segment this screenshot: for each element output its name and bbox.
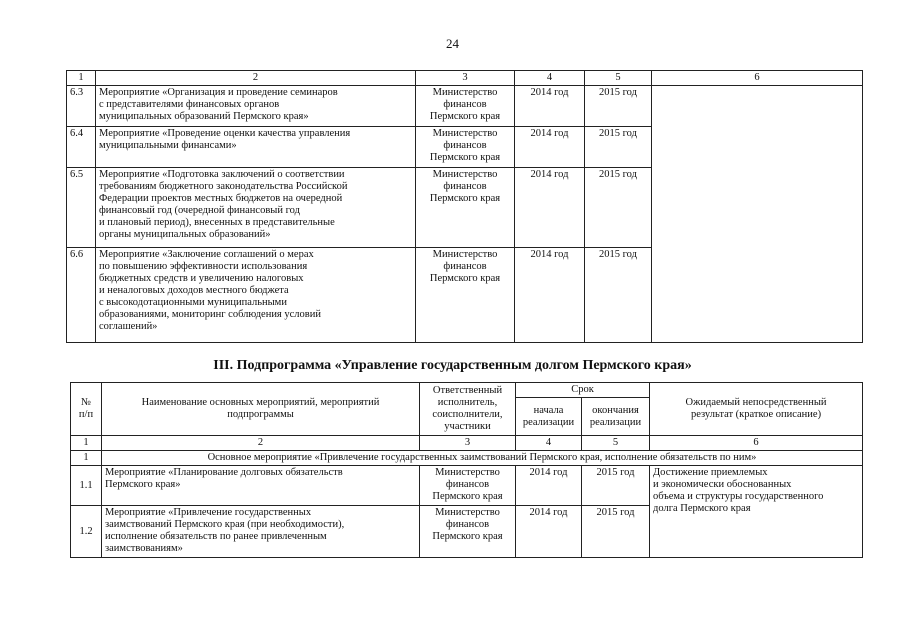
row-number: 6.6 — [67, 248, 96, 343]
activity-name: Мероприятие «Организация и проведение семинаров с представителями финансовых органов муниципальных образований Пермского края» — [96, 86, 416, 127]
column-header-name: Наименование основных мероприятий, мероприятий подпрограммы — [102, 383, 420, 436]
continuation-table — [66, 70, 863, 343]
end-date: 2015 год — [582, 466, 650, 506]
expected-result — [652, 86, 863, 343]
column-number: 6 — [650, 436, 863, 451]
table-header-row — [67, 71, 863, 86]
column-number: 1 — [71, 436, 102, 451]
executor: Министерство финансов Пермского края — [420, 466, 516, 506]
activity-name: Мероприятие «Проведение оценки качества управления муниципальными финансами» — [96, 127, 416, 168]
main-activity: Основное мероприятие «Привлечение государственных заимствований Пермского края, исполнение обязательств по ним» — [102, 451, 863, 466]
row-number: 6.4 — [67, 127, 96, 168]
column-number: 2 — [102, 436, 420, 451]
page-number: 24 — [446, 36, 459, 51]
column-number: 2 — [96, 71, 416, 86]
column-header-number: № п/п — [71, 383, 102, 436]
executor: Министерство финансов Пермского края — [416, 248, 515, 343]
column-number: 3 — [420, 436, 516, 451]
activity-name: Мероприятие «Планирование долговых обязательств Пермского края» — [102, 466, 420, 506]
row-number: 6.5 — [67, 168, 96, 248]
column-number: 3 — [416, 71, 515, 86]
column-header-term: Срок — [516, 383, 650, 398]
table-row — [71, 466, 863, 506]
row-number: 1.2 — [71, 506, 102, 558]
activity-name: Мероприятие «Подготовка заключений о соответствии требованиям бюджетного законодательства Российской Федерации проектов местных бюджетов на очередной финансовый год (очередной финансовый год и плановый период), внесенных в представительные органы муниципальных образований» — [96, 168, 416, 248]
end-date: 2015 год — [585, 248, 652, 343]
subprogram-table — [70, 382, 863, 558]
column-number: 5 — [585, 71, 652, 86]
start-date: 2014 год — [515, 127, 585, 168]
column-number: 1 — [67, 71, 96, 86]
executor: Министерство финансов Пермского края — [416, 168, 515, 248]
column-numbers-row — [71, 436, 863, 451]
column-header-result: Ожидаемый непосредственный результат (краткое описание) — [650, 383, 863, 436]
end-date: 2015 год — [585, 86, 652, 127]
row-number: 6.3 — [67, 86, 96, 127]
start-date: 2014 год — [515, 86, 585, 127]
start-date: 2014 год — [516, 466, 582, 506]
end-date: 2015 год — [585, 168, 652, 248]
column-header-start: начала реализации — [516, 398, 582, 436]
expected-result: Достижение приемлемых и экономически обоснованных объема и структуры государственного долга Пермского края — [650, 466, 863, 558]
column-header-end: окончания реализации — [582, 398, 650, 436]
row-number: 1 — [71, 451, 102, 466]
column-number: 4 — [516, 436, 582, 451]
activity-name: Мероприятие «Заключение соглашений о мерах по повышению эффективности использования бюджетных средств и увеличению налоговых и неналоговых доходов местного бюджета с высокодотационными муниципальными образованиями, мониторинг соблюдения условий соглашений» — [96, 248, 416, 343]
start-date: 2014 год — [515, 168, 585, 248]
column-number: 4 — [515, 71, 585, 86]
row-number: 1.1 — [71, 466, 102, 506]
main-activity-row — [71, 451, 863, 466]
executor: Министерство финансов Пермского края — [420, 506, 516, 558]
column-header-executor: Ответственный исполнитель, соисполнители, участники — [420, 383, 516, 436]
activity-name: Мероприятие «Привлечение государственных заимствований Пермского края (при необходимости), исполнение обязательств по ранее привлеченным заимствованиям» — [102, 506, 420, 558]
table-header-row — [71, 383, 863, 398]
executor: Министерство финансов Пермского края — [416, 86, 515, 127]
section-heading: III. Подпрограмма «Управление государственным долгом Пермского края» — [213, 358, 692, 373]
column-number: 6 — [652, 71, 863, 86]
table-row — [67, 86, 863, 127]
end-date: 2015 год — [582, 506, 650, 558]
start-date: 2014 год — [516, 506, 582, 558]
column-number: 5 — [582, 436, 650, 451]
start-date: 2014 год — [515, 248, 585, 343]
end-date: 2015 год — [585, 127, 652, 168]
executor: Министерство финансов Пермского края — [416, 127, 515, 168]
